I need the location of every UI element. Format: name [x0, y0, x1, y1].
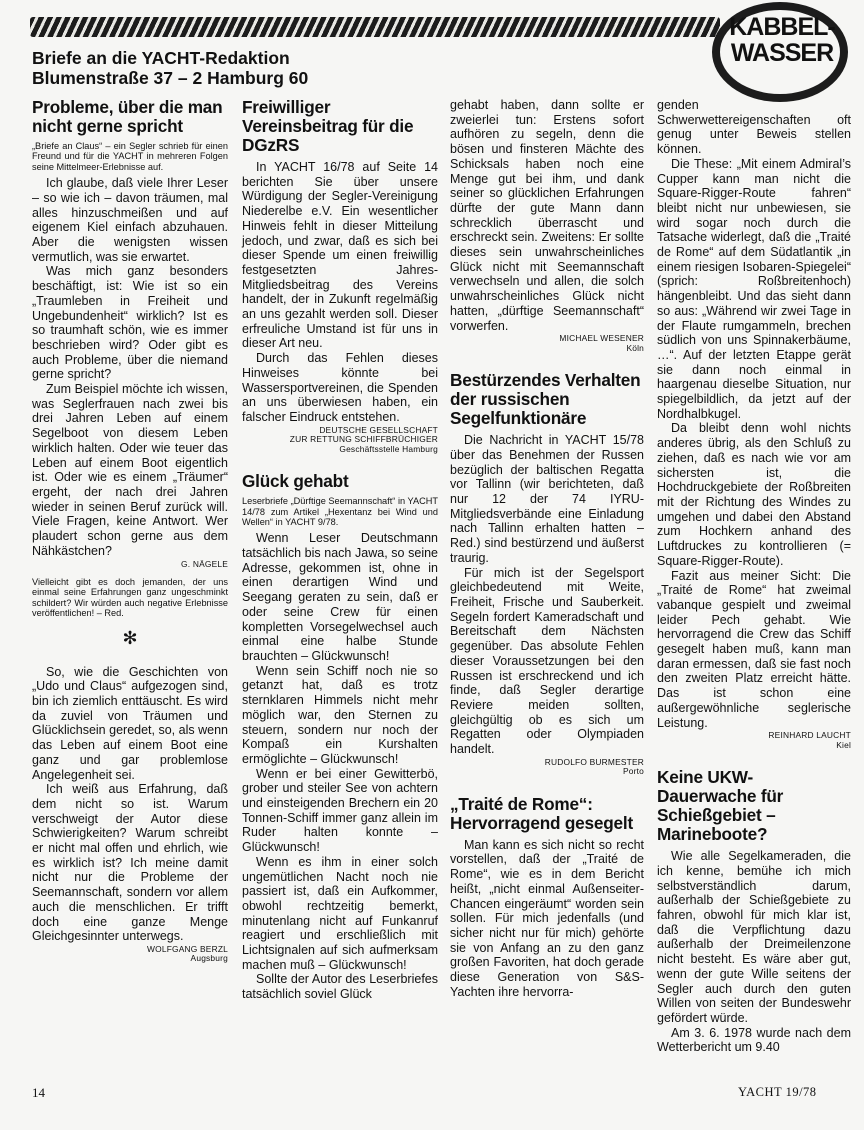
paragraph: Da bleibt denn wohl nichts anderes übrig, als den Schluß zu ziehen, daß es nach wie vor am sichersten ist, die Hochdruckgebiete der Roßbreiten mit der Richtung des Windes zu umgehen und dabei den Abstand zum Hochkern anhand des Luftdruckes zu kontrollieren (= Square-Rigger-Route). [657, 421, 851, 568]
paragraph: Was mich ganz besonders beschäftigt, ist: Wie ist so ein „Traumleben in Freiheit und Ungebundenheit“ wirklich? Ist es so traumhaft schön, wie es immer beschrieben wird? Oder gibt es auch Probleme, über die niemand gerne spricht? [32, 264, 228, 382]
signature-name: REINHARD LAUCHT [768, 730, 851, 741]
paragraph: So, wie die Geschichten von „Udo und Claus“ aufgezogen sind, bin ich ziemlich enttäuscht. Es wird da zuviel von Träumen und Glücklichsein geredet, so, als wenn das Leben auf einem Boot eine ganz und gar problemlose Angelegenheit sei. [32, 664, 228, 782]
paragraph: Zum Beispiel möchte ich wissen, was Seglerfrauen nach zwei bis drei Jahren Leben auf einem Segelboot von diesem Leben wirklich halten. Oder wie teuer das Leben auf einem Boot eigentlich ist. Oder wie es einem „Träumer“ ergeht, der nach drei Jahren wieder in seinen Beruf zurück will. Viele Fragen, keine Antwort. Wer plaudert schon gerne aus dem Nähkästchen? [32, 382, 228, 558]
signature-city: Augsburg [190, 953, 228, 964]
signature-name: RUDOLFO BURMESTER [544, 756, 644, 767]
paragraph: Sollte der Autor des Leserbriefes tatsächlich soviel Glück [242, 972, 438, 1002]
separator-asterisk: ✻ [122, 627, 138, 648]
editor-note: Vielleicht gibt es doch jemanden, der uns einmal seine Erfahrungen ganz ungeschminkt schildert? Wir würden auch negative Erlebnisse veröffentlichen! – Red. [32, 577, 228, 619]
paragraph: Die These: „Mit einem Admiral’s Cupper kann man nicht die Square-Rigger-Route fahren“ bleibt nicht nur unbewiesen, sie wird sogar noch durch die Tatsache widerlegt, daß die „Traité de Rome“ auf dem Südatlantik „in einem riesigen Isobaren-Spiegelei“ (sprich: Roßbreitenhoch) hängenbleibt. Und das sieht dann so aus: „Während wir zwei Tage in der Flaute rumgammeln, brechen südlich von uns Spinnakerbäume, …“. Auf der letzten Etappe gerät sie dann noch einmal in haargenau dieselbe Situation, nur spiegelbildlich, da jetzt auf der Nordhalbkugel. [657, 156, 851, 421]
paragraph: In YACHT 16/78 auf Seite 14 berichten Sie über unsere Würdigung der Segler-Vereinigung Niederelbe e.V. Ein wesentlicher Hinweis fehlt in dieser Mitteilung jedoch, und zwar, daß es sich bei dieser Spende um einen freiwillig festgesetzten Jahres-Mitgliedsbeitrag des Vereins handelt, der in Zukunft regelmäßig an uns gezahlt werden soll. Dieser erfreuliche Umstand ist für uns in dieser Art neu. [242, 160, 438, 351]
paragraph: Wenn es ihm in einer solch ungemütlichen Nacht noch nie passiert ist, daß ein Aufkommer, obwohl rechtzeitig bemerkt, minutenlang nicht auf Funkanruf reagiert und erschließlich mit Lichtsignalen auf sich aufmerksam machen muß – Glückwunsch! [242, 854, 438, 972]
signature [657, 731, 851, 750]
logo-line2: WASSER [730, 39, 834, 67]
signature-line: ZUR RETTUNG SCHIFFBRÜCHIGER [289, 434, 438, 445]
paragraph: Wenn er bei einer Gewitterbö, grober und steiler See von achtern und einsteigenden Brechern ein 20 Tonnen-Schiff immer ganz allein im Ruder halten konnte – Glückwunsch! [242, 766, 438, 855]
signature-city: Porto [622, 766, 644, 777]
signature: G. NÄGELE [181, 558, 228, 569]
rope-border [30, 17, 720, 37]
masthead-line1: Briefe an die YACHT-Redaktion [32, 48, 290, 68]
article-title: Probleme, über die man nicht gerne spricht [32, 97, 223, 136]
logo-line1: KABBEL- [729, 13, 835, 41]
article-title: „Traité de Rome“: Hervorragend gesegelt [450, 793, 634, 833]
paragraph: Fazit aus meiner Sicht: Die „Traité de Rome“ hat zweimal vabanque gespielt und zweimal leider Pech gehabt. Wie hervorragend die Crew das Schiff gesegelt haben muß, kann man daran ermessen, daß sie fast noch den zweiten Platz erreicht hätte. Das ist schon eine außergewöhnliche seglerische Leistung. [657, 568, 851, 730]
article-title: Bestürzendes Verhalten der russischen Segelfunktionäre [450, 370, 641, 429]
paragraph: genden Schwerwettereigenschaften oft genug unter Beweis stellen können. [657, 98, 851, 157]
signature-name: MICHAEL WESENER [559, 333, 644, 344]
signature [450, 758, 644, 777]
signature-city: Köln [626, 342, 644, 353]
column-2 [242, 98, 438, 1002]
magazine-issue: YACHT 19/78 [738, 1085, 817, 1099]
kabbelwasser-logo [728, 14, 836, 66]
paragraph: Durch das Fehlen dieses Hinweises könnte bei Wassersportvereinen, die Spenden an uns überwiesen haben, ein falscher Eindruck entstehen. [242, 351, 438, 424]
masthead-line2: Blumenstraße 37 – 2 Hamburg 60 [32, 68, 309, 88]
paragraph: Am 3. 6. 1978 wurde nach dem Wetterbericht um 9.40 [657, 1025, 851, 1055]
signature [32, 945, 228, 964]
masthead [32, 48, 632, 88]
column-1 [32, 98, 228, 972]
column-3 [450, 98, 644, 999]
paragraph: Wie alle Segelkameraden, die ich kenne, bemühe ich mich selbstverständlich darum, außerhalb der Schießgebiete zu fahren, obwohl für mich klar ist, daß die Verpflichtung dazu außerhalb der Dreimeilenzone nicht besteht. Es wäre aber gut, wenn der gute Wille seitens der Segler auch durch den guten Willen von seiten der Bundeswehr gefördert würde. [657, 849, 851, 1025]
column-4 [657, 98, 851, 1055]
article-title: Keine UKW-Dauerwache für Schießgebiet – Marineboote? [657, 767, 784, 845]
signature-line: Geschäftsstelle Hamburg [339, 443, 438, 454]
signature [450, 334, 644, 353]
paragraph: Für mich ist der Segelsport gleichbedeutend mit Weite, Freiheit, Frische und Sauberkeit. Segeln fordert Kameradschaft und Bereitschaft dem Nächsten gegenüber. Das absolute Fehlen dieser Voraussetzungen bei den Russen ist erschreckend und ich finde, daß Segler derartige Reviere meiden sollten, gleichgültig ob es sich um Regatten oder Olympiaden handelt. [450, 565, 644, 757]
paragraph: Ich glaube, daß viele Ihrer Leser – so wie ich – davon träumen, mal alles hinzuschmeißen und auf eigenem Kiel einfach abzuhauen. Aber die wenigsten wissen vermutlich, was sie erwartet. [32, 176, 228, 264]
article-intro: „Briefe an Claus“ – ein Segler schrieb für einen Freund und für die YACHT in mehreren Folgen seine Mittelmeer-Erlebnisse auf. [32, 141, 228, 172]
paragraph: Man kann es sich nicht so recht vorstellen, daß der „Traité de Rome“, wie es in dem Bericht heißt, „nicht einmal Außenseiter-Chancen eingeräumt“ worden sein sollen. Für mich jedenfalls (und sicher nicht nur für mich) gehörte sie von Anfang an zu den ganz großen Favoriten, hat doch gerade diese Generation von S&S-Yachten ihre hervorra- [450, 837, 644, 999]
paragraph: Wenn sein Schiff noch nie so getanzt hat, daß es trotz sternklaren Himmels nicht mehr möglich war, den Sternen zu steuern, sondern nur noch der Kompaß ein Kurshalten ermöglichte – Glückwunsch! [242, 663, 438, 766]
paragraph: Die Nachricht in YACHT 15/78 über das Benehmen der Russen bezüglich der baltischen Regatta vor Tallinn (wir berichteten, daß nur 12 der 74 IYRU-Mitgliedsverbände eine Einladung nach Tallinn erhalten hatten – Red.) sind bestürzend und äußerst traurig. [450, 433, 644, 565]
page-number: 14 [32, 1085, 45, 1100]
paragraph: Ich weiß aus Erfahrung, daß dem nicht so ist. Warum verschweigt der Autor diese Schwierigkeiten? Warum schreibt er nicht mal offen und ehrlich, wie es wirklich ist? Ich meine damit nicht nur die Probleme der Seemannschaft, sondern vor allem auch die menschlichen. Er trifft doch eine ganze Menge Gleichgesinnter unterwegs. [32, 782, 228, 944]
article-intro: Leserbriefe „Dürftige Seemannschaft“ in YACHT 14/78 zum Artikel „Hexentanz bei Wind und Wellen“ in YACHT 9/78. [242, 496, 438, 527]
paragraph: gehabt haben, dann sollte er zweierlei tun: Erstens sofort aufhören zu segeln, denn die bösen und finsteren Mächte des Schicksals haben noch eine Menge gut bei ihm, und dank seiner so glücklichen Erfahrungen dürfte der gute Mann dann schrecklich überrascht und erschreckt sein. Zweitens: Er sollte dieses sein unwahrscheinliches Glück nicht mit Seemannschaft verwechseln und allen, die solch unwahrscheinliches Glück nicht hatten, „dürftige Seemannschaft“ vorwerfen. [450, 98, 644, 333]
signature-line: DEUTSCHE GESELLSCHAFT [319, 424, 438, 435]
signature-name: WOLFGANG BERZL [147, 943, 228, 954]
signature-city: Kiel [836, 739, 851, 750]
paragraph: Wenn Leser Deutschmann tatsächlich bis nach Jawa, so seine Adresse, gekommen ist, ohne in einen derartigen Wind und Seegang geraten zu sein, daß er oder seine Crew für einen kompletten Vorsegelwechsel auch einmal eine halbe Stunde brauchten – Glückwunsch! [242, 531, 438, 663]
article-title: Freiwilliger Vereinsbeitrag für die DGzRS [242, 97, 414, 155]
article-title: Glück gehabt [242, 471, 349, 492]
signature [242, 426, 438, 455]
